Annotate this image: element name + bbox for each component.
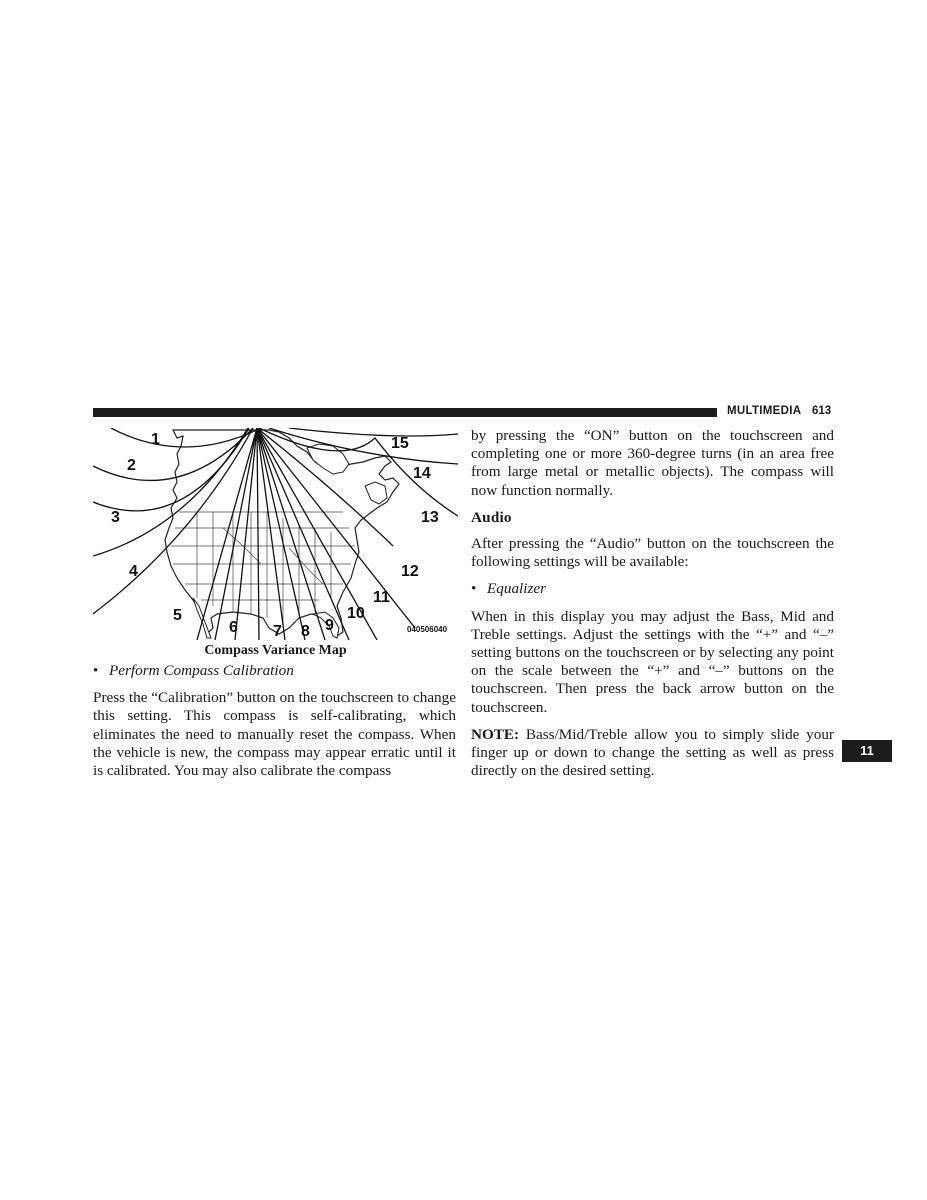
calibration-paragraph: Press the “Calibration” button on the touchscreen to change this setting. This compass is self-calibrating, which eliminates the need to manually reset the compass. When the vehicle is new, the compass may appear erratic until it is calibrated. You may also calibrate the compass	[93, 689, 456, 780]
compass-variance-map	[93, 428, 458, 640]
zone-label-15: 15	[391, 435, 409, 452]
right-column	[471, 427, 834, 780]
bullet-equalizer	[471, 580, 834, 598]
note-paragraph	[471, 726, 834, 781]
zone-label-4: 4	[129, 563, 138, 580]
bullet-text: Equalizer	[487, 580, 547, 598]
bullet-text: Perform Compass Calibration	[109, 662, 294, 679]
calibration-continued-paragraph: by pressing the “ON” button on the touchscreen and completing one or more 360-degree turns (in an area free from large metal or metallic objects). The compass will now function normally.	[471, 427, 834, 499]
zone-label-1: 1	[151, 431, 160, 448]
zone-label-7: 7	[273, 623, 282, 640]
chapter-tab: 11	[842, 740, 892, 762]
bullet-perform-compass-calibration	[93, 662, 456, 680]
figure-code: 040506040	[407, 625, 448, 634]
audio-heading: Audio	[471, 508, 512, 526]
zone-label-6: 6	[229, 619, 238, 636]
zone-label-2: 2	[127, 457, 136, 474]
note-label: NOTE:	[471, 725, 520, 743]
zone-label-3: 3	[111, 509, 120, 526]
zone-label-12: 12	[401, 563, 419, 580]
bullet-dot-icon: •	[471, 580, 477, 598]
running-header-section: MULTIMEDIA	[727, 405, 802, 417]
zone-label-13: 13	[421, 509, 439, 526]
zone-label-9: 9	[325, 617, 334, 634]
page-number: 613	[812, 405, 832, 417]
header-rule	[93, 408, 717, 417]
zone-label-14: 14	[413, 465, 431, 482]
compass-variance-map-drawing	[93, 428, 458, 640]
zone-label-5: 5	[173, 607, 182, 624]
figure-caption: Compass Variance Map	[204, 643, 347, 658]
bullet-dot-icon: •	[93, 662, 99, 679]
zone-label-10: 10	[347, 605, 365, 622]
equalizer-paragraph: When in this display you may adjust the Bass, Mid and Treble settings. Adjust the settings with the “+” and “–” setting buttons on the touchscreen or by selecting any point on the scale between the “+” and “–” buttons on the touchscreen. Then press the back arrow button on the touchscreen.	[471, 607, 834, 716]
audio-intro-paragraph: After pressing the “Audio” button on the touchscreen the following settings will be available:	[471, 535, 834, 571]
zone-label-11: 11	[373, 589, 390, 606]
zone-label-8: 8	[301, 623, 310, 640]
left-column	[93, 662, 456, 780]
note-text: Bass/Mid/Treble allow you to simply slide your finger up or down to change the setting as well as press directly on the desired setting.	[471, 725, 834, 780]
